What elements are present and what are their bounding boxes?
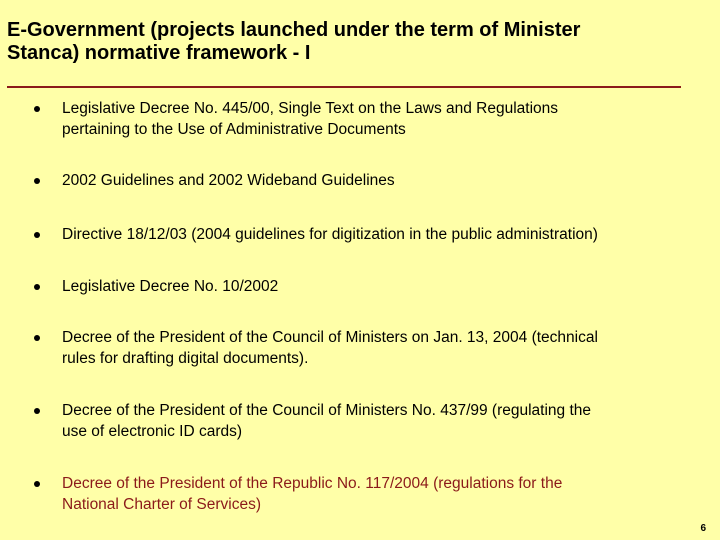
bullet-item: [34, 327, 694, 369]
bullet-text-line: 2002 Guidelines and 2002 Wideband Guidelines: [62, 172, 395, 189]
bullet-text-line: pertaining to the Use of Administrative Documents: [62, 121, 406, 138]
bullet-item: [34, 98, 694, 140]
bullet-item-highlighted: [34, 473, 694, 515]
bullet-text-line: Legislative Decree No. 445/00, Single Text on the Laws and Regulations: [62, 100, 559, 117]
bullet-item: [34, 170, 694, 191]
bullet-text: [62, 327, 694, 369]
bullet-text-line: use of electronic ID cards): [62, 423, 243, 440]
bullet-dot-icon: [34, 408, 40, 414]
bullet-text-line: Legislative Decree No. 10/2002: [62, 278, 279, 295]
bullet-text-line: Directive 18/12/03 (2004 guidelines for digitization in the public administration): [62, 226, 598, 243]
bullet-dot-icon: [34, 106, 40, 112]
bullet-text-line: National Charter of Services): [62, 496, 261, 513]
bullet-dot-icon: [34, 335, 40, 341]
bullet-text: [62, 400, 694, 442]
page-number: 6: [700, 523, 706, 534]
bullet-dot-icon: [34, 481, 40, 487]
slide-title-line-1: E-Government (projects launched under the term of Minister: [7, 19, 581, 41]
bullet-text: [62, 224, 694, 245]
slide-title: [7, 19, 707, 65]
bullet-text-line: Decree of the President of the Republic No. 117/2004 (regulations for the: [62, 475, 563, 492]
bullet-item: [34, 224, 694, 245]
bullet-text: [62, 98, 694, 140]
bullet-dot-icon: [34, 232, 40, 238]
bullet-text: [62, 276, 694, 297]
bullet-text: [62, 170, 694, 191]
bullet-item: [34, 276, 694, 297]
title-divider: [7, 86, 681, 88]
bullet-dot-icon: [34, 178, 40, 184]
slide-title-line-2: Stanca) normative framework - I: [7, 42, 311, 64]
bullet-dot-icon: [34, 284, 40, 290]
bullet-text-line: rules for drafting digital documents).: [62, 350, 309, 367]
bullet-item: [34, 400, 694, 442]
bullet-text-line: Decree of the President of the Council of Ministers No. 437/99 (regulating the: [62, 402, 592, 419]
bullet-text: [62, 473, 694, 515]
bullet-text-line: Decree of the President of the Council of Ministers on Jan. 13, 2004 (technical: [62, 329, 598, 346]
